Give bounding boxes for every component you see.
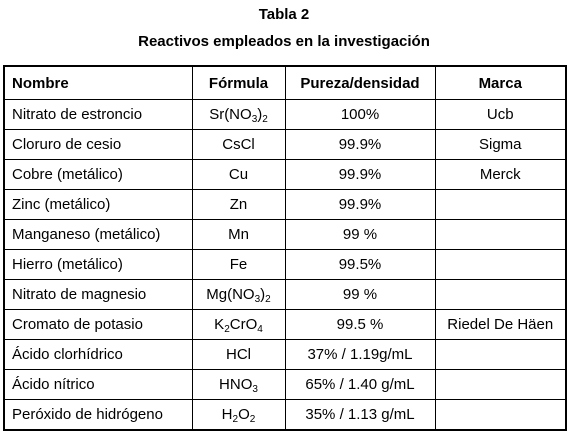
cell-formula [192,370,285,400]
cell-name: Ácido nítrico [4,370,192,400]
formula-part: ) [257,106,263,123]
formula-part: Cu [228,166,249,183]
formula-subscript: 3 [254,294,261,305]
formula-part: Mn [228,226,249,243]
cell-purity: 99.9% [285,130,435,160]
table-row [4,220,566,250]
table-row [4,100,566,130]
cell-brand [435,220,566,250]
cell-purity: 99.5 % [285,310,435,340]
formula-subscript: 2 [262,114,268,125]
cell-formula [192,190,285,220]
cell-purity: 99.9% [285,190,435,220]
cell-formula [192,160,285,190]
cell-brand [435,250,566,280]
cell-brand [435,340,566,370]
table-row [4,250,566,280]
formula-part: O [238,406,250,423]
cell-brand: Riedel De Häen [435,310,566,340]
formula-subscript: 4 [257,324,263,335]
cell-name: Nitrato de magnesio [4,280,192,310]
table-body [4,100,566,431]
cell-formula [192,100,285,130]
table-row [4,160,566,190]
column-header-formula: Fórmula [192,66,285,100]
cell-purity: 37% / 1.19g/mL [285,340,435,370]
cell-brand [435,280,566,310]
cell-name: Zinc (metálico) [4,190,192,220]
formula-part: H [221,406,233,423]
cell-purity: 100% [285,100,435,130]
cell-name: Nitrato de estroncio [4,100,192,130]
cell-name: Cobre (metálico) [4,160,192,190]
column-header-purity: Pureza/densidad [285,66,435,100]
table-row [4,370,566,400]
formula-part: HCl [226,346,251,363]
formula-part: ) [260,286,266,303]
cell-name: Ácido clorhídrico [4,340,192,370]
formula-subscript: 2 [265,294,271,305]
table-row [4,130,566,160]
formula-part: Mg(NO [206,286,255,303]
formula-part: CsCl [222,136,255,153]
cell-purity: 35% / 1.13 g/mL [285,400,435,431]
table-title: Tabla 2 [258,6,310,23]
cell-purity: 99 % [285,220,435,250]
formula-part: HNO [219,376,253,393]
cell-name: Cromato de potasio [4,310,192,340]
table-row [4,310,566,340]
cell-brand [435,400,566,431]
cell-name: Cloruro de cesio [4,130,192,160]
cell-name: Hierro (metálico) [4,250,192,280]
formula-part: CrO [229,316,258,333]
cell-purity: 99 % [285,280,435,310]
cell-brand: Ucb [435,100,566,130]
table-row [4,400,566,431]
formula-subscript: 2 [249,414,256,425]
formula-subscript: 3 [251,114,258,125]
cell-name: Manganeso (metálico) [4,220,192,250]
cell-brand: Merck [435,160,566,190]
formula-part: Fe [229,256,248,273]
cell-brand: Sigma [435,130,566,160]
cell-brand [435,370,566,400]
cell-formula [192,130,285,160]
formula-part: Zn [229,196,248,213]
formula-subscript: 2 [224,324,230,335]
formula-subscript: 3 [252,384,258,395]
cell-formula [192,250,285,280]
cell-purity: 65% / 1.40 g/mL [285,370,435,400]
table-subtitle: Reactivos empleados en la investigación [138,33,430,50]
formula-subscript: 2 [232,414,239,425]
table-row [4,280,566,310]
cell-formula [192,400,285,431]
cell-formula [192,310,285,340]
formula-part: K [214,316,225,333]
table-row [4,190,566,220]
cell-purity: 99.5% [285,250,435,280]
cell-formula [192,220,285,250]
cell-formula [192,280,285,310]
cell-formula [192,340,285,370]
cell-name: Peróxido de hidrógeno [4,400,192,431]
cell-brand [435,190,566,220]
cell-purity: 99.9% [285,160,435,190]
column-header-name: Nombre [4,66,192,100]
reagents-table [3,65,567,431]
column-header-brand: Marca [435,66,566,100]
formula-part: Sr(NO [209,106,252,123]
table-row [4,340,566,370]
table-header-row [4,66,566,100]
